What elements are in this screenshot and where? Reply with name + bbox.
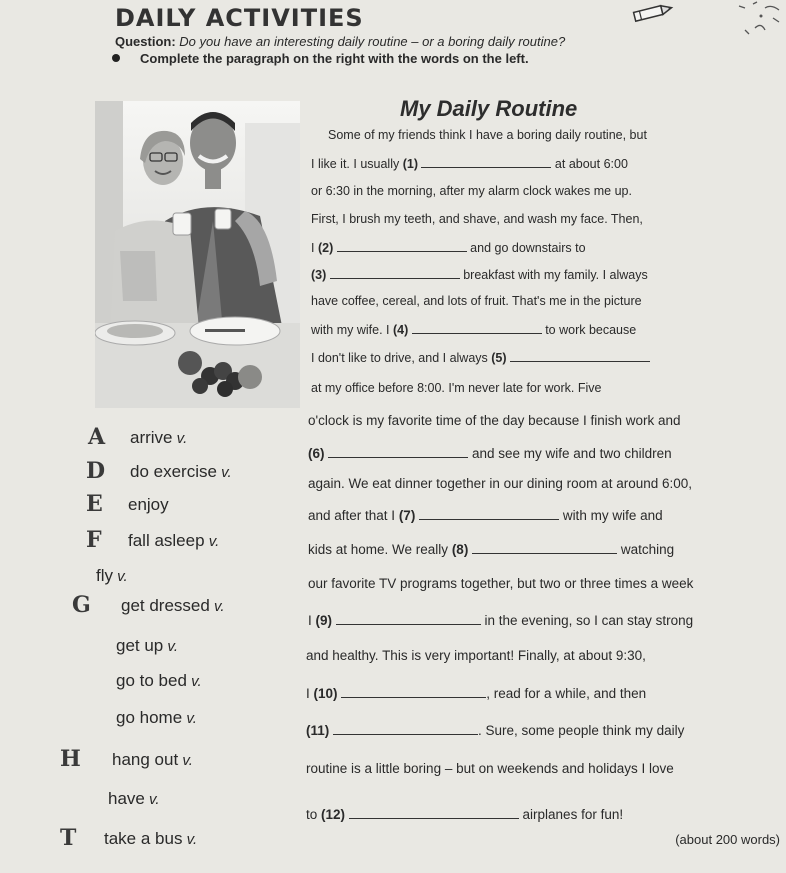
passage-line — [308, 476, 692, 491]
instruction-text: Complete the paragraph on the right with the words on the left. — [140, 51, 529, 66]
part-of-speech: v. — [216, 464, 232, 481]
part-of-speech: v. — [172, 430, 188, 447]
word-bank-word: take a bus — [104, 829, 183, 848]
passage-text: o'clock is my favorite time of the day because I finish work and — [308, 413, 681, 428]
answer-blank[interactable] — [341, 686, 486, 698]
answer-blank[interactable] — [349, 807, 519, 819]
part-of-speech: v. — [186, 673, 202, 690]
passage-text: and after that I — [308, 508, 399, 523]
word-bank-word: fly — [96, 566, 113, 585]
passage-line — [308, 508, 663, 523]
passage-line — [306, 807, 623, 822]
word-bank-word: go home — [116, 708, 183, 727]
passage-text: I — [311, 241, 318, 255]
word-bank-word: get dressed — [121, 596, 210, 615]
passage-text: Some of my friends think I have a boring daily routine, but — [328, 128, 647, 142]
passage-text: with my wife. I — [311, 323, 393, 337]
word-bank-item[interactable] — [96, 566, 128, 586]
passage-text: breakfast with my family. I always — [459, 268, 648, 282]
passage-text: and healthy. This is very important! Finally, at about 9:30, — [306, 648, 646, 663]
passage-line — [308, 446, 672, 461]
answer-blank[interactable] — [336, 613, 481, 625]
passage-line — [311, 156, 628, 171]
passage-text: First, I brush my teeth, and shave, and wash my face. Then, — [311, 212, 643, 226]
part-of-speech: v. — [204, 533, 220, 550]
passage-text: at about 6:00 — [551, 157, 628, 171]
word-bank-item[interactable] — [116, 671, 202, 691]
word-bank-word: go to bed — [116, 671, 187, 690]
blank-number: (1) — [402, 157, 422, 171]
passage-line — [306, 723, 684, 738]
word-bank-item[interactable] — [108, 789, 160, 809]
word-bank-item[interactable] — [104, 829, 197, 849]
answer-blank[interactable] — [330, 267, 460, 279]
question-label: Question: — [115, 34, 176, 49]
blank-number: (7) — [398, 508, 420, 523]
passage-line — [311, 381, 601, 395]
passage-text: to — [306, 807, 322, 822]
passage-text: airplanes for fun! — [518, 807, 624, 822]
word-bank-letter: T — [60, 825, 77, 851]
passage-line — [308, 613, 693, 628]
passage-text: and go downstairs to — [466, 241, 586, 255]
word-bank-letter: G — [72, 592, 91, 618]
part-of-speech: v. — [182, 831, 198, 848]
answer-blank[interactable] — [412, 322, 542, 334]
passage-line — [306, 686, 646, 701]
word-bank-word: enjoy — [128, 495, 169, 514]
word-bank-word: have — [108, 789, 145, 808]
word-bank-item[interactable] — [116, 708, 197, 728]
word-bank-item[interactable] — [128, 495, 169, 515]
passage-text: and see my wife and two children — [468, 446, 672, 461]
passage-title: My Daily Routine — [400, 96, 578, 121]
passage-line — [311, 212, 643, 226]
blank-number: (10) — [313, 686, 342, 701]
answer-blank[interactable] — [421, 156, 551, 168]
word-bank-item[interactable] — [121, 596, 225, 616]
part-of-speech: v. — [113, 568, 128, 585]
word-bank-item[interactable] — [130, 428, 187, 448]
passage-text: have coffee, cereal, and lots of fruit. That's me in the picture — [311, 294, 642, 308]
passage-text: in the evening, so I can stay strong — [480, 613, 694, 628]
word-bank-letter: F — [86, 527, 102, 553]
blank-number: (9) — [315, 613, 336, 628]
passage-line — [306, 648, 646, 663]
passage-line — [311, 184, 632, 198]
passage-line — [308, 542, 674, 557]
word-count-note: (about 200 words) — [675, 832, 780, 847]
answer-blank[interactable] — [419, 508, 559, 520]
blank-number: (5) — [491, 351, 511, 365]
part-of-speech: v. — [209, 598, 225, 615]
question-text: Do you have an interesting daily routine – or a boring daily routine? — [179, 34, 566, 49]
part-of-speech: v. — [144, 791, 160, 808]
word-bank-letter: D — [86, 458, 106, 484]
blank-number: (6) — [308, 446, 329, 461]
passage-text: routine is a little boring – but on weekends and holidays I love — [306, 761, 674, 776]
passage-line — [308, 413, 681, 428]
passage-text: our favorite TV programs together, but two or three times a week — [308, 576, 694, 591]
passage-text: again. We eat dinner together in our dining room at around 6:00, — [308, 476, 693, 491]
blank-number: (12) — [321, 807, 349, 822]
part-of-speech: v. — [182, 710, 197, 727]
decorative-doodle-icon — [735, 0, 785, 45]
passage-text: or 6:30 in the morning, after my alarm clock wakes me up. — [311, 184, 632, 198]
word-bank-letter: E — [86, 491, 103, 517]
family-breakfast-photo — [95, 101, 300, 408]
word-bank-item[interactable] — [128, 531, 219, 551]
passage-line — [311, 294, 642, 308]
passage-text: watching — [617, 542, 675, 557]
passage-text: , read for a while, and then — [486, 686, 647, 701]
word-bank-item[interactable] — [130, 462, 232, 482]
part-of-speech: v. — [163, 638, 178, 655]
passage-text: at my office before 8:00. I'm never late for work. Five — [311, 381, 602, 395]
blank-number: (8) — [451, 542, 473, 557]
passage-text: I — [308, 613, 316, 628]
passage-line — [308, 576, 693, 591]
word-bank-item[interactable] — [116, 636, 178, 656]
worksheet-title: DAILY ACTIVITIES — [115, 4, 364, 32]
passage-line — [311, 350, 650, 365]
word-bank-word: get up — [116, 636, 164, 655]
passage-text: I like it. I usually — [311, 157, 403, 171]
passage-text: I don't like to drive, and I always — [311, 351, 492, 365]
passage-text: with my wife and — [559, 508, 663, 523]
answer-blank[interactable] — [472, 542, 617, 554]
part-of-speech: v. — [178, 752, 193, 769]
blank-number: (4) — [392, 323, 412, 337]
word-bank-word: arrive — [130, 428, 173, 447]
word-bank-letter: H — [60, 746, 81, 772]
passage-text: . Sure, some people think my daily — [478, 723, 685, 738]
passage-line — [306, 761, 674, 776]
blank-number: (11) — [306, 723, 334, 738]
word-bank-letter: A — [88, 424, 106, 450]
passage-text: to work because — [541, 323, 637, 337]
passage-line — [328, 128, 647, 142]
passage-line — [311, 322, 636, 337]
blank-number: (2) — [317, 241, 337, 255]
word-bank-word: fall asleep — [128, 531, 205, 550]
answer-blank[interactable] — [333, 723, 478, 735]
passage-line — [311, 240, 586, 255]
answer-blank[interactable] — [328, 446, 468, 458]
bullet-icon — [112, 54, 120, 62]
answer-blank[interactable] — [510, 350, 650, 362]
pencil-icon — [628, 0, 676, 29]
passage-line — [311, 267, 648, 282]
passage-text: I — [306, 686, 314, 701]
question-line — [115, 34, 565, 49]
word-bank-item[interactable] — [112, 750, 193, 770]
word-bank-word: do exercise — [130, 462, 217, 481]
word-bank-word: hang out — [112, 750, 179, 769]
answer-blank[interactable] — [337, 240, 467, 252]
passage-text: kids at home. We really — [308, 542, 452, 557]
blank-number: (3) — [311, 268, 330, 282]
